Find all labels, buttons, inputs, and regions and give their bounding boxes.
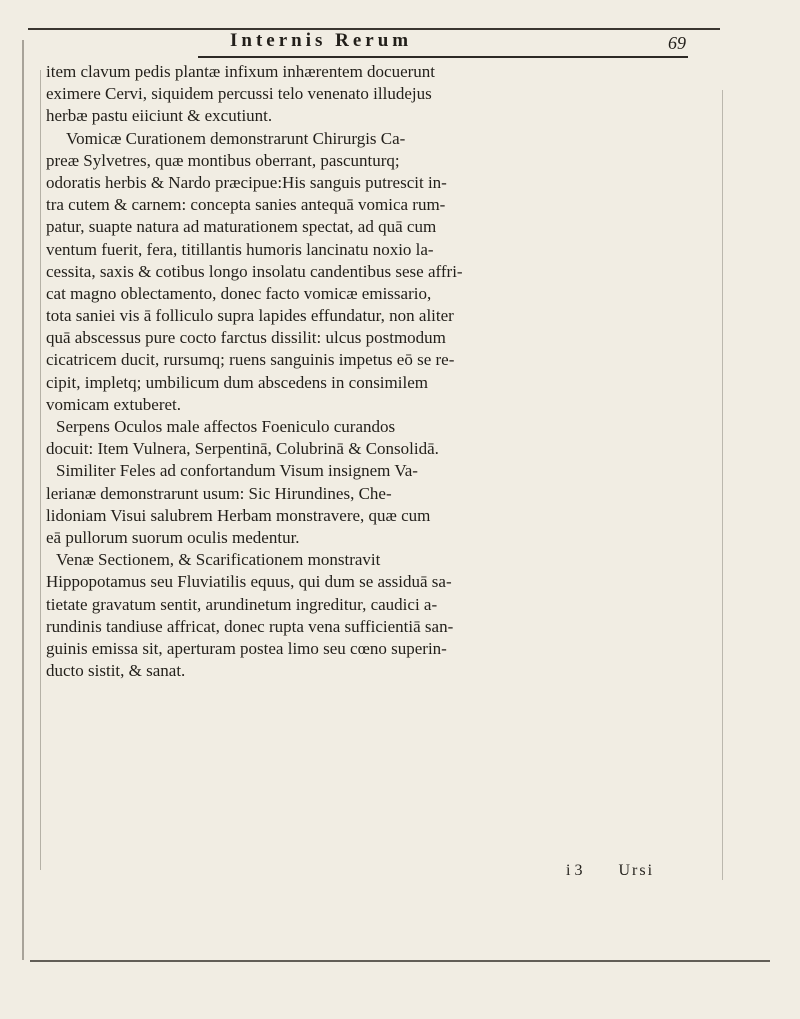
text-line: Hippopotamus seu Fluviatilis equus, qui dum se assiduā sa- — [46, 572, 452, 592]
left-page-edge — [22, 40, 24, 960]
text-line: herbæ pastu eiiciunt & excutiunt. — [46, 106, 273, 126]
text-line: Similiter Feles ad confortandum Visum insignem Va- — [56, 461, 418, 481]
text-line: cat magno oblectamento, donec facto vomicæ emissario, — [46, 283, 432, 303]
text-line: docuit: Item Vulnera, Serpentinā, Colubrinā & Consolidā. — [46, 439, 439, 459]
footer-catchword-line — [566, 862, 654, 880]
text-line: lidoniam Visui salubrem Herbam monstravere, quæ cum — [46, 505, 431, 525]
left-text-border — [40, 70, 41, 870]
text-line: item clavum pedis plantæ infixum inhærentem docuerunt — [46, 62, 436, 81]
text-line: preæ Sylvetres, quæ montibus oberrant, pascunturq; — [46, 150, 400, 170]
text-line: ducto sistit, & sanat. — [46, 661, 186, 681]
text-line: odoratis herbis & Nardo præcipue:His sanguis putrescit in- — [46, 172, 447, 192]
catchword: Ursi — [618, 862, 655, 879]
text-line: lerianæ demonstrarunt usum: Sic Hirundines, Che- — [46, 483, 392, 503]
text-line: eximere Cervi, siquidem percussi telo venenato illudejus — [46, 84, 432, 104]
page-number: 69 — [668, 33, 686, 53]
text-line: Vomicæ Curationem demonstrarunt Chirurgis Ca- — [66, 128, 406, 148]
running-head: Internis Rerum — [230, 30, 413, 51]
header-rule — [198, 56, 688, 58]
signature-mark: i 3 — [566, 862, 583, 879]
text-line: patur, suapte natura ad maturationem spectat, ad quā cum — [46, 217, 437, 237]
text-line: guinis emissa sit, aperturam postea limo seu cœno superin- — [46, 638, 447, 658]
text-line: tra cutem & carnem: concepta sanies antequā vomica rum- — [46, 195, 446, 215]
text-line: cessita, saxis & cotibus longo insolatu candentibus sese affri- — [46, 261, 463, 281]
text-line: quā abscessus pure cocto farctus dissilit: ulcus postmodum — [46, 328, 446, 348]
text-line: cicatricem ducit, rursumq; ruens sanguinis impetus eō se re- — [46, 350, 455, 370]
text-line: vomicam extuberet. — [46, 394, 182, 414]
text-line: Venæ Sectionem, & Scarificationem monstravit — [56, 550, 381, 570]
text-line: tota saniei vis ā folliculo supra lapides effundatur, non aliter — [46, 306, 454, 326]
right-text-border — [722, 90, 723, 880]
text-line: ventum fuerit, fera, titillantis humoris lancinatu noxio la- — [46, 239, 434, 259]
text-line: eā pullorum suorum oculis medentur. — [46, 527, 300, 547]
text-line: Serpens Oculos male affectos Foeniculo curandos — [56, 417, 396, 436]
bottom-rule — [30, 960, 770, 962]
body-text — [46, 61, 718, 682]
text-line: cipit, impletq; umbilicum dum abscedens in consimilem — [46, 372, 428, 392]
text-line: rundinis tandiuse affricat, donec rupta vena sufficientiā san- — [46, 616, 454, 636]
text-line: tietate gravatum sentit, arundinetum ingreditur, caudici a- — [46, 594, 438, 614]
